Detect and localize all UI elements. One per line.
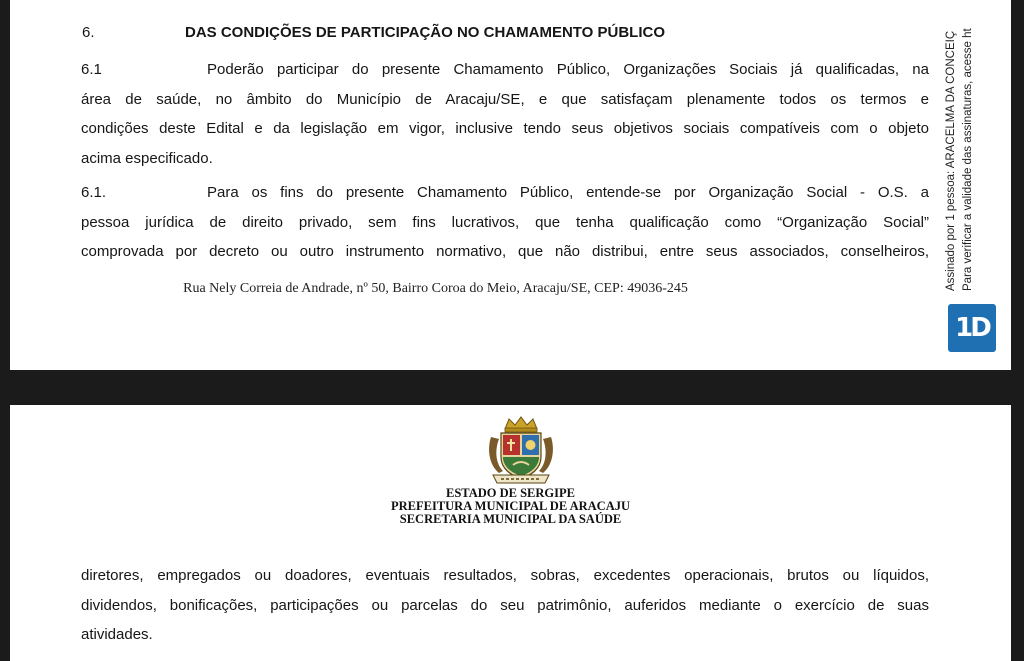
paragraph-6-1-dot bbox=[81, 178, 929, 267]
paragraph-line: pessoa jurídica de direito privado, sem fins lucrativos, que tenha qualificação como “Organização Social” bbox=[81, 213, 929, 231]
paragraph-line: acima especificado. bbox=[81, 149, 213, 167]
document-page-top bbox=[10, 0, 1011, 370]
footer-address: Rua Nely Correia de Andrade, nº 50, Bairro Coroa do Meio, Aracaju/SE, CEP: 49036-245 bbox=[183, 281, 688, 296]
paragraph-number: 6.1 bbox=[81, 61, 102, 78]
paragraph-line: diretores, empregados ou doadores, eventuais resultados, sobras, excedentes operacionais, brutos ou líquidos, bbox=[81, 567, 929, 584]
paragraph-line bbox=[81, 55, 929, 85]
continued-paragraph bbox=[81, 561, 929, 650]
paragraph-line: dividendos, bonificações, participações ou parcelas do seu patrimônio, auferidos mediante o exercício de suas bbox=[81, 596, 929, 614]
paragraph-line bbox=[81, 178, 929, 208]
paragraph-text: Para os fins do presente Chamamento Público, entende-se por Organização Social - O.S. a bbox=[207, 184, 929, 201]
paragraph-6-1 bbox=[81, 55, 929, 173]
header-state: ESTADO DE SERGIPE bbox=[446, 486, 575, 500]
signature-badge-icon[interactable] bbox=[948, 304, 996, 352]
paragraph-line: condições deste Edital e da legislação em vigor, inclusive tendo seus objetivos sociais compatíveis com o objeto bbox=[81, 120, 929, 137]
paragraph-text: Poderão participar do presente Chamamento Público, Organizações Sociais já qualificadas, na bbox=[207, 61, 929, 78]
signature-verify-link[interactable]: Para verificar a validade das assinaturas, acesse ht bbox=[962, 28, 974, 291]
signature-badge-text: 1D bbox=[955, 313, 989, 343]
header-secretariat: SECRETARIA MUNICIPAL DA SAÚDE bbox=[399, 512, 622, 526]
section-number: 6. bbox=[82, 24, 95, 41]
section-title: DAS CONDIÇÕES DE PARTICIPAÇÃO NO CHAMAMENTO PÚBLICO bbox=[185, 24, 666, 41]
paragraph-line: comprovada por decreto ou outro instrumento normativo, que não distribui, entre seus associados, conselheiros, bbox=[81, 243, 929, 260]
paragraph-number: 6.1. bbox=[81, 184, 107, 201]
header-prefecture: PREFEITURA MUNICIPAL DE ARACAJU bbox=[390, 499, 631, 513]
signature-notice: Assinado por 1 pessoa: ARACELMA DA CONCEIÇ bbox=[945, 30, 957, 291]
municipal-crest-icon bbox=[483, 415, 559, 487]
document-page-bottom bbox=[10, 405, 1011, 661]
paragraph-line: área de saúde, no âmbito do Município de Aracaju/SE, e que satisfaçam plenamente todos os termos e bbox=[81, 90, 929, 108]
paragraph-line: atividades. bbox=[81, 626, 153, 643]
government-header bbox=[10, 487, 1011, 526]
